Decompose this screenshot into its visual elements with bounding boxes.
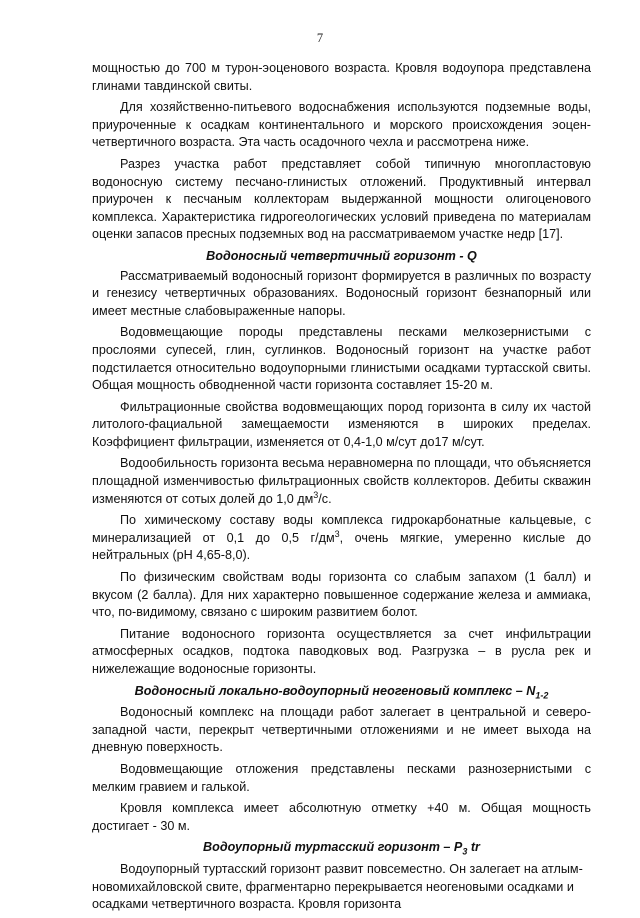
paragraph: Для хозяйственно-питьевого водоснабжения используются подземные воды, приуроченные к осадкам континентального и морского происхождения эоцен-четвертичного возраста. Эта часть осадочного чехла и рассмотрена ниже.	[92, 100, 591, 150]
paragraph-text: По химическому составу воды комплекса гидрокарбонатные кальцевые, с минерализацией от 0,1 до 0,5 г/дм	[92, 513, 591, 545]
section-heading: Водоносный четвертичный горизонт - Q	[206, 248, 477, 263]
paragraph-tail: , очень мягкие, умеренно кислые до нейтральных (рН 4,65-8,0).	[92, 530, 591, 563]
heading-text: Водоупорный туртасский горизонт – P	[203, 840, 463, 855]
paragraph: Водоупорный туртасский горизонт развит повсеместно. Он залегает на атлым-новомихайловской свите, фрагментарно перекрывается неогеновыми осадками и осадками четвертичного возраста. Кровля горизонта	[92, 861, 583, 912]
paragraph: Разрез участка работ представляет собой типичную многопластовую водоносную систему песчано-глинистых отложений. Продуктивный интервал приурочен к песчаным коллекторам выдержанной мощности олигоценового комплекса. Характеристика гидрогеологических условий приведена по материалам оценки запасов пресных подземных вод на рассматриваемом участке недр [17].	[92, 156, 591, 242]
paragraph: Водовмещающие породы представлены песками мелкозернистыми с прослоями супесей, глин, суглинков. Водоносный горизонт на участке работ подстилается относительно водоупорными глинистыми осадками туртасской свиты. Общая мощность обводненной части горизонта составляет 15-20 м.	[92, 325, 591, 393]
paragraph	[92, 512, 591, 565]
paragraph	[92, 455, 591, 508]
page-number: 7	[316, 31, 324, 45]
paragraph: По физическим свойствам воды горизонта со слабым запахом (1 балл) и вкусом (2 балла). Для них характерно повышенное содержание железа и аммиака, что, по-видимому, связано с широким развитием болот.	[92, 570, 591, 620]
paragraph: Фильтрационные свойства водовмещающих пород горизонта в силу их частой литолого-фациальной замещаемости изменяются в широких пределах. Коэффициент фильтрации, изменяется от 0,4-1,0 м/сут до17 м/сут.	[92, 399, 591, 449]
section-heading	[92, 839, 591, 857]
paragraph-text: Водообильность горизонта весьма неравномерна по площади, что объясняется площадной изменчивостью фильтрационных свойств коллекторов. Дебиты скважин изменяются от сотых долей до 1,0 дм	[92, 456, 591, 506]
paragraph-tail: /с.	[318, 491, 332, 506]
superscript: 3	[313, 489, 319, 500]
subscript: 3	[462, 846, 468, 857]
subscript: 1-2	[535, 690, 549, 701]
section-heading	[92, 683, 591, 701]
paragraph: Водовмещающие отложения представлены песками разнозернистыми с мелким гравием и галькой.	[92, 761, 591, 794]
document-body	[92, 60, 591, 918]
heading-tail: tr	[467, 840, 480, 855]
heading-text: Водоносный локально-водоупорный неогеновый комплекс – N	[134, 683, 536, 698]
paragraph: Кровля комплекса имеет абсолютную отметку +40 м. Общая мощность достигает - 30 м.	[92, 801, 591, 833]
paragraph: Водоносный комплекс на площади работ залегает в центральной и северо-западной части, перекрыт четвертичными отложениями и не имеет выхода на дневную поверхность.	[92, 705, 591, 755]
paragraph: мощностью до 700 м турон-эоценового возраста. Кровля водоупора представлена глинами тавдинской свиты.	[92, 61, 591, 93]
paragraph: Рассматриваемый водоносный горизонт формируется в различных по возрасту и генезису четвертичных образованиях. Водоносный горизонт безнапорный или имеет местные слабовыраженные напоры.	[92, 268, 591, 318]
superscript: 3	[334, 528, 340, 539]
paragraph: Питание водоносного горизонта осуществляется за счет инфильтрации атмосферных осадков, подтока паводковых вод. Разгрузка – в русла рек и нижележащие водоносные горизонты.	[92, 626, 591, 676]
